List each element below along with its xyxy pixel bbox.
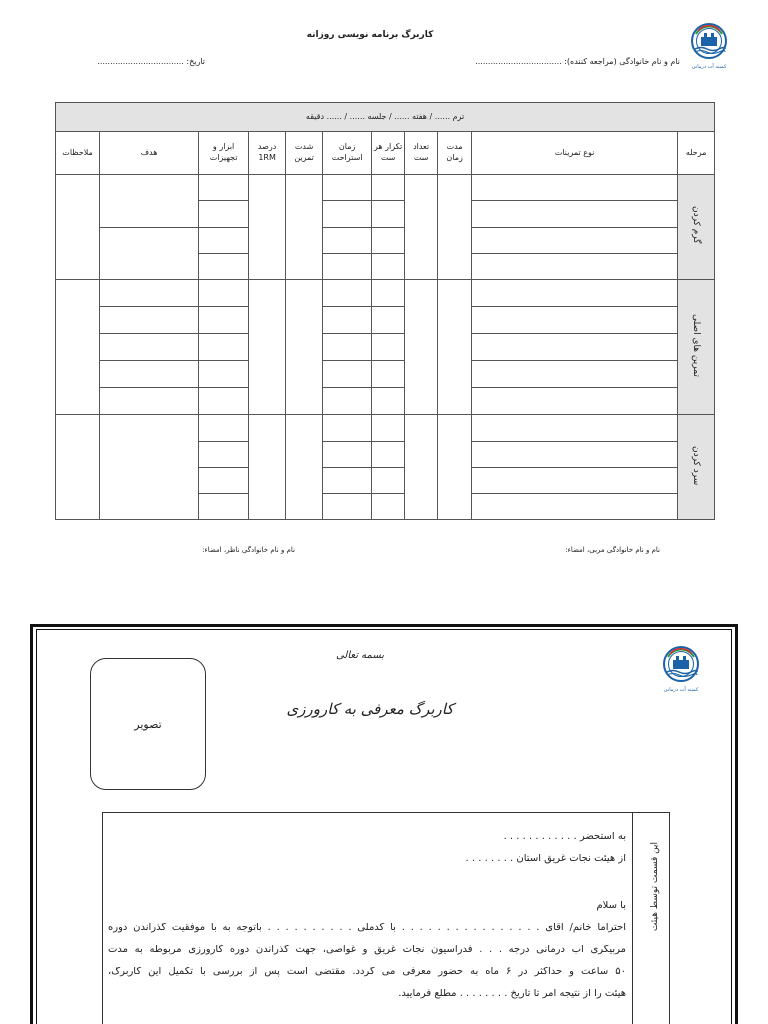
col-equipment: ابزار و تجهیزات [199,132,249,175]
letter-to[interactable]: به استحضر . . . . . . . . . . . . [503,832,626,842]
side-label: این قسمت توسط هیئت [650,842,660,932]
letter-body-line[interactable]: هیئت را از نتیجه امر تا تاریخ . . . . . . . . مطلع فرمایید. [398,989,626,999]
table-row [56,175,715,201]
table-row [56,388,715,415]
letter-from[interactable]: از هیئت نجات غریق استان . . . . . . . . [465,854,626,864]
col-stage: مرحله [678,132,715,175]
col-goal: هدف [100,132,199,175]
logo-emblem-icon [660,645,702,683]
table-row [56,415,715,441]
table-row [56,306,715,333]
col-rest: زمان استراحت [323,132,372,175]
col-exercise-type: نوع تمرینات [472,132,678,175]
basmala: بسمه تعالی [335,650,385,661]
col-rm-percent: درصد 1RM [249,132,286,175]
letter-body-line[interactable]: مربیگری آب درمانی درجه . . . فدراسیون نجات غریق و غواصی، جهت گذراندن دوره کارورزی مربوطه به مدت [108,945,626,955]
form-title: کاربرگ برنامه نویسی روزانه [306,30,434,40]
col-sets: تعداد ست [405,132,438,175]
table-row [56,227,715,253]
session-info-row[interactable]: ترم ...... / هفته ...... / جلسه ...... / ...... دقیقه [56,103,715,132]
table-row [56,361,715,388]
stage-warmup: گرم کردن [678,175,715,280]
table-header-row [56,132,715,175]
letter-text [108,832,626,1011]
stage-cooldown: سرد کردن [678,415,715,520]
letter-greeting: با سلام [596,901,626,911]
table-row [56,334,715,361]
client-name-field[interactable]: نام و نام خانوادگی (مراجعه کننده): .................................. [475,57,680,66]
date-field[interactable]: تاریخ: .................................. [97,57,205,66]
card-committee-logo [660,645,702,693]
logo-emblem-icon [688,22,730,60]
logo-caption: کمیته آب درمانی [691,64,727,70]
col-intensity: شدت تمرین [286,132,323,175]
daily-plan-table [55,102,714,520]
letter-side-strip [632,812,670,1024]
observer-signature-field[interactable]: نام و نام خانوادگی ناظر، امضاء: [202,546,295,554]
card-title: کاربرگ معرفی به کارورزی [286,700,454,718]
letter-body-line[interactable]: ۵۰ ساعت و حداکثر در ۶ ماه به حضور معرفی می گردد. مقتضی است پس از بررسی با تکمیل این کاربرگ، [108,967,626,977]
photo-placeholder[interactable] [90,658,206,790]
letter-body-line[interactable]: احتراماً خانم/ آقای . . . . . . . . . . . . . . . . با کدملی . . . . . . . . . . باتوجه به با موفقیت گذراندن دوره [108,923,626,933]
coach-signature-field[interactable]: نام و نام خانوادگی مربی، امضاء: [565,546,660,554]
logo-caption: کمیته آب درمانی [663,687,699,693]
col-notes: ملاحظات [56,132,100,175]
col-duration: مدت زمان [438,132,472,175]
table-row [56,279,715,306]
photo-label: تصویر [134,717,162,731]
col-reps: تکرار هر ست [372,132,405,175]
stage-main: تمرین های اصلی [678,279,715,415]
